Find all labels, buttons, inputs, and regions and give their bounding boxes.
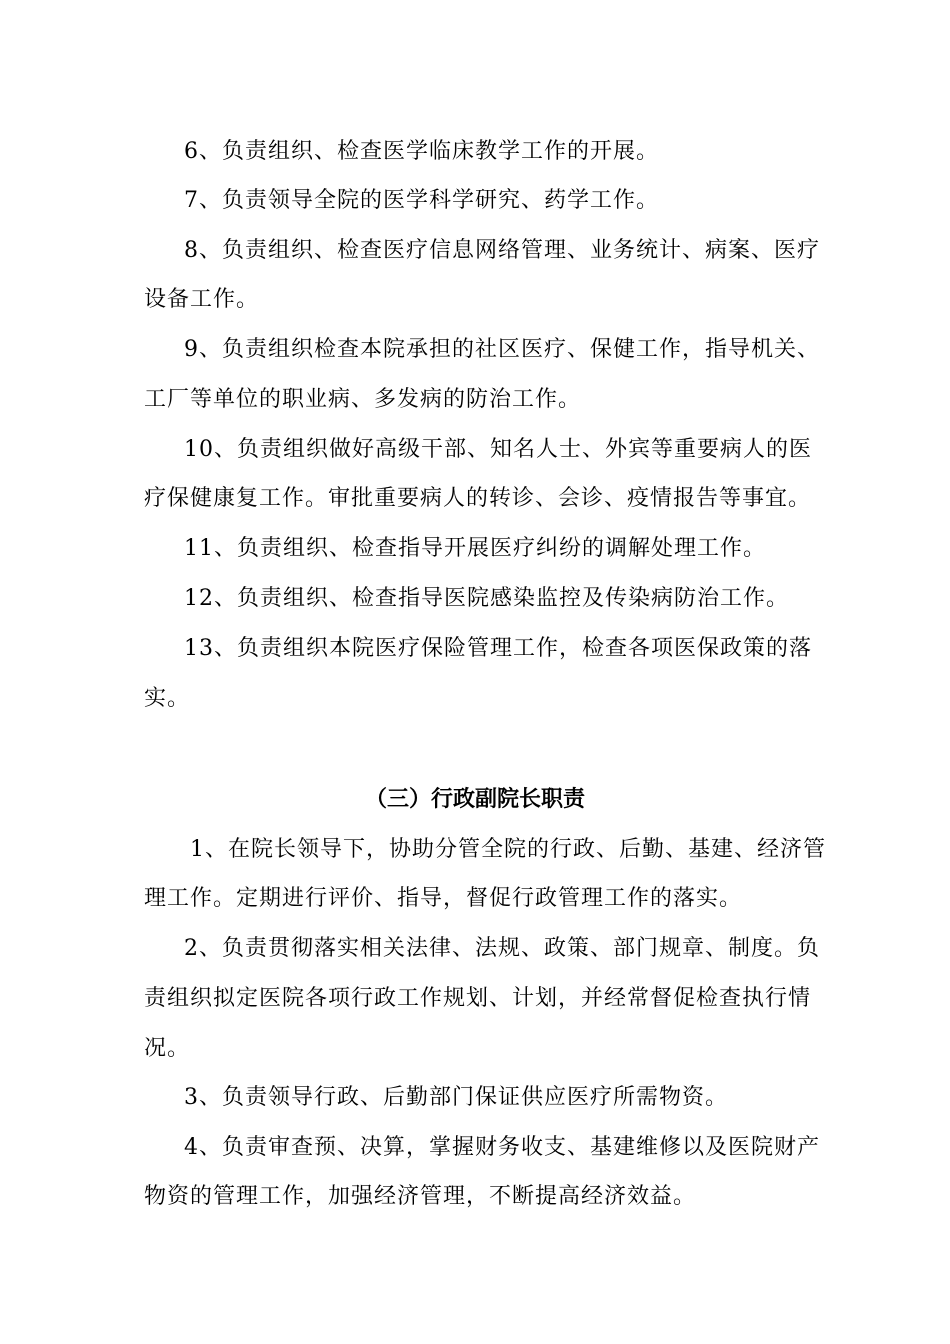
paragraph-item-6: 6、负责组织、检查医学临床教学工作的开展。 bbox=[184, 139, 659, 164]
paragraph-b-item-2-line-1: 2、负责贯彻落实相关法律、法规、政策、部门规章、制度。负 bbox=[184, 936, 820, 961]
paragraph-item-13-line-1: 13、负责组织本院医疗保险管理工作，检查各项医保政策的落 bbox=[184, 636, 812, 661]
paragraph-item-9-line-1: 9、负责组织检查本院承担的社区医疗、保健工作，指导机关、 bbox=[184, 337, 820, 362]
paragraph-b-item-4-line-1: 4、负责审查预、决算，掌握财务收支、基建维修以及医院财产 bbox=[184, 1135, 820, 1160]
paragraph-item-9-line-2: 工厂等单位的职业病、多发病的防治工作。 bbox=[144, 387, 582, 412]
paragraph-b-item-3: 3、负责领导行政、后勤部门保证供应医疗所需物资。 bbox=[184, 1085, 728, 1110]
paragraph-item-7: 7、负责领导全院的医学科学研究、药学工作。 bbox=[184, 188, 659, 213]
paragraph-item-10-line-1: 10、负责组织做好高级干部、知名人士、外宾等重要病人的医 bbox=[184, 437, 812, 462]
paragraph-b-item-1-line-1: 1、在院长领导下，协助分管全院的行政、后勤、基建、经济管 bbox=[190, 837, 826, 862]
paragraph-item-10-line-2: 疗保健康复工作。审批重要病人的转诊、会诊、疫情报告等事宜。 bbox=[144, 486, 812, 511]
paragraph-b-item-2-line-3: 况。 bbox=[144, 1036, 191, 1061]
paragraph-b-item-1-line-2: 理工作。定期进行评价、指导，督促行政管理工作的落实。 bbox=[144, 886, 743, 911]
paragraph-item-12: 12、负责组织、检查指导医院感染监控及传染病防治工作。 bbox=[184, 586, 789, 611]
section-heading: （三）行政副院长职责 bbox=[364, 787, 585, 812]
paragraph-item-8-line-1: 8、负责组织、检查医疗信息网络管理、业务统计、病案、医疗 bbox=[184, 238, 820, 263]
paragraph-b-item-4-line-2: 物资的管理工作，加强经济管理，不断提高经济效益。 bbox=[144, 1184, 697, 1209]
paragraph-item-8-line-2: 设备工作。 bbox=[144, 287, 260, 312]
paragraph-item-13-line-2: 实。 bbox=[144, 686, 191, 711]
paragraph-item-11: 11、负责组织、检查指导开展医疗纠纷的调解处理工作。 bbox=[184, 536, 766, 561]
paragraph-b-item-2-line-2: 责组织拟定医院各项行政工作规划、计划，并经常督促检查执行情 bbox=[144, 986, 812, 1011]
